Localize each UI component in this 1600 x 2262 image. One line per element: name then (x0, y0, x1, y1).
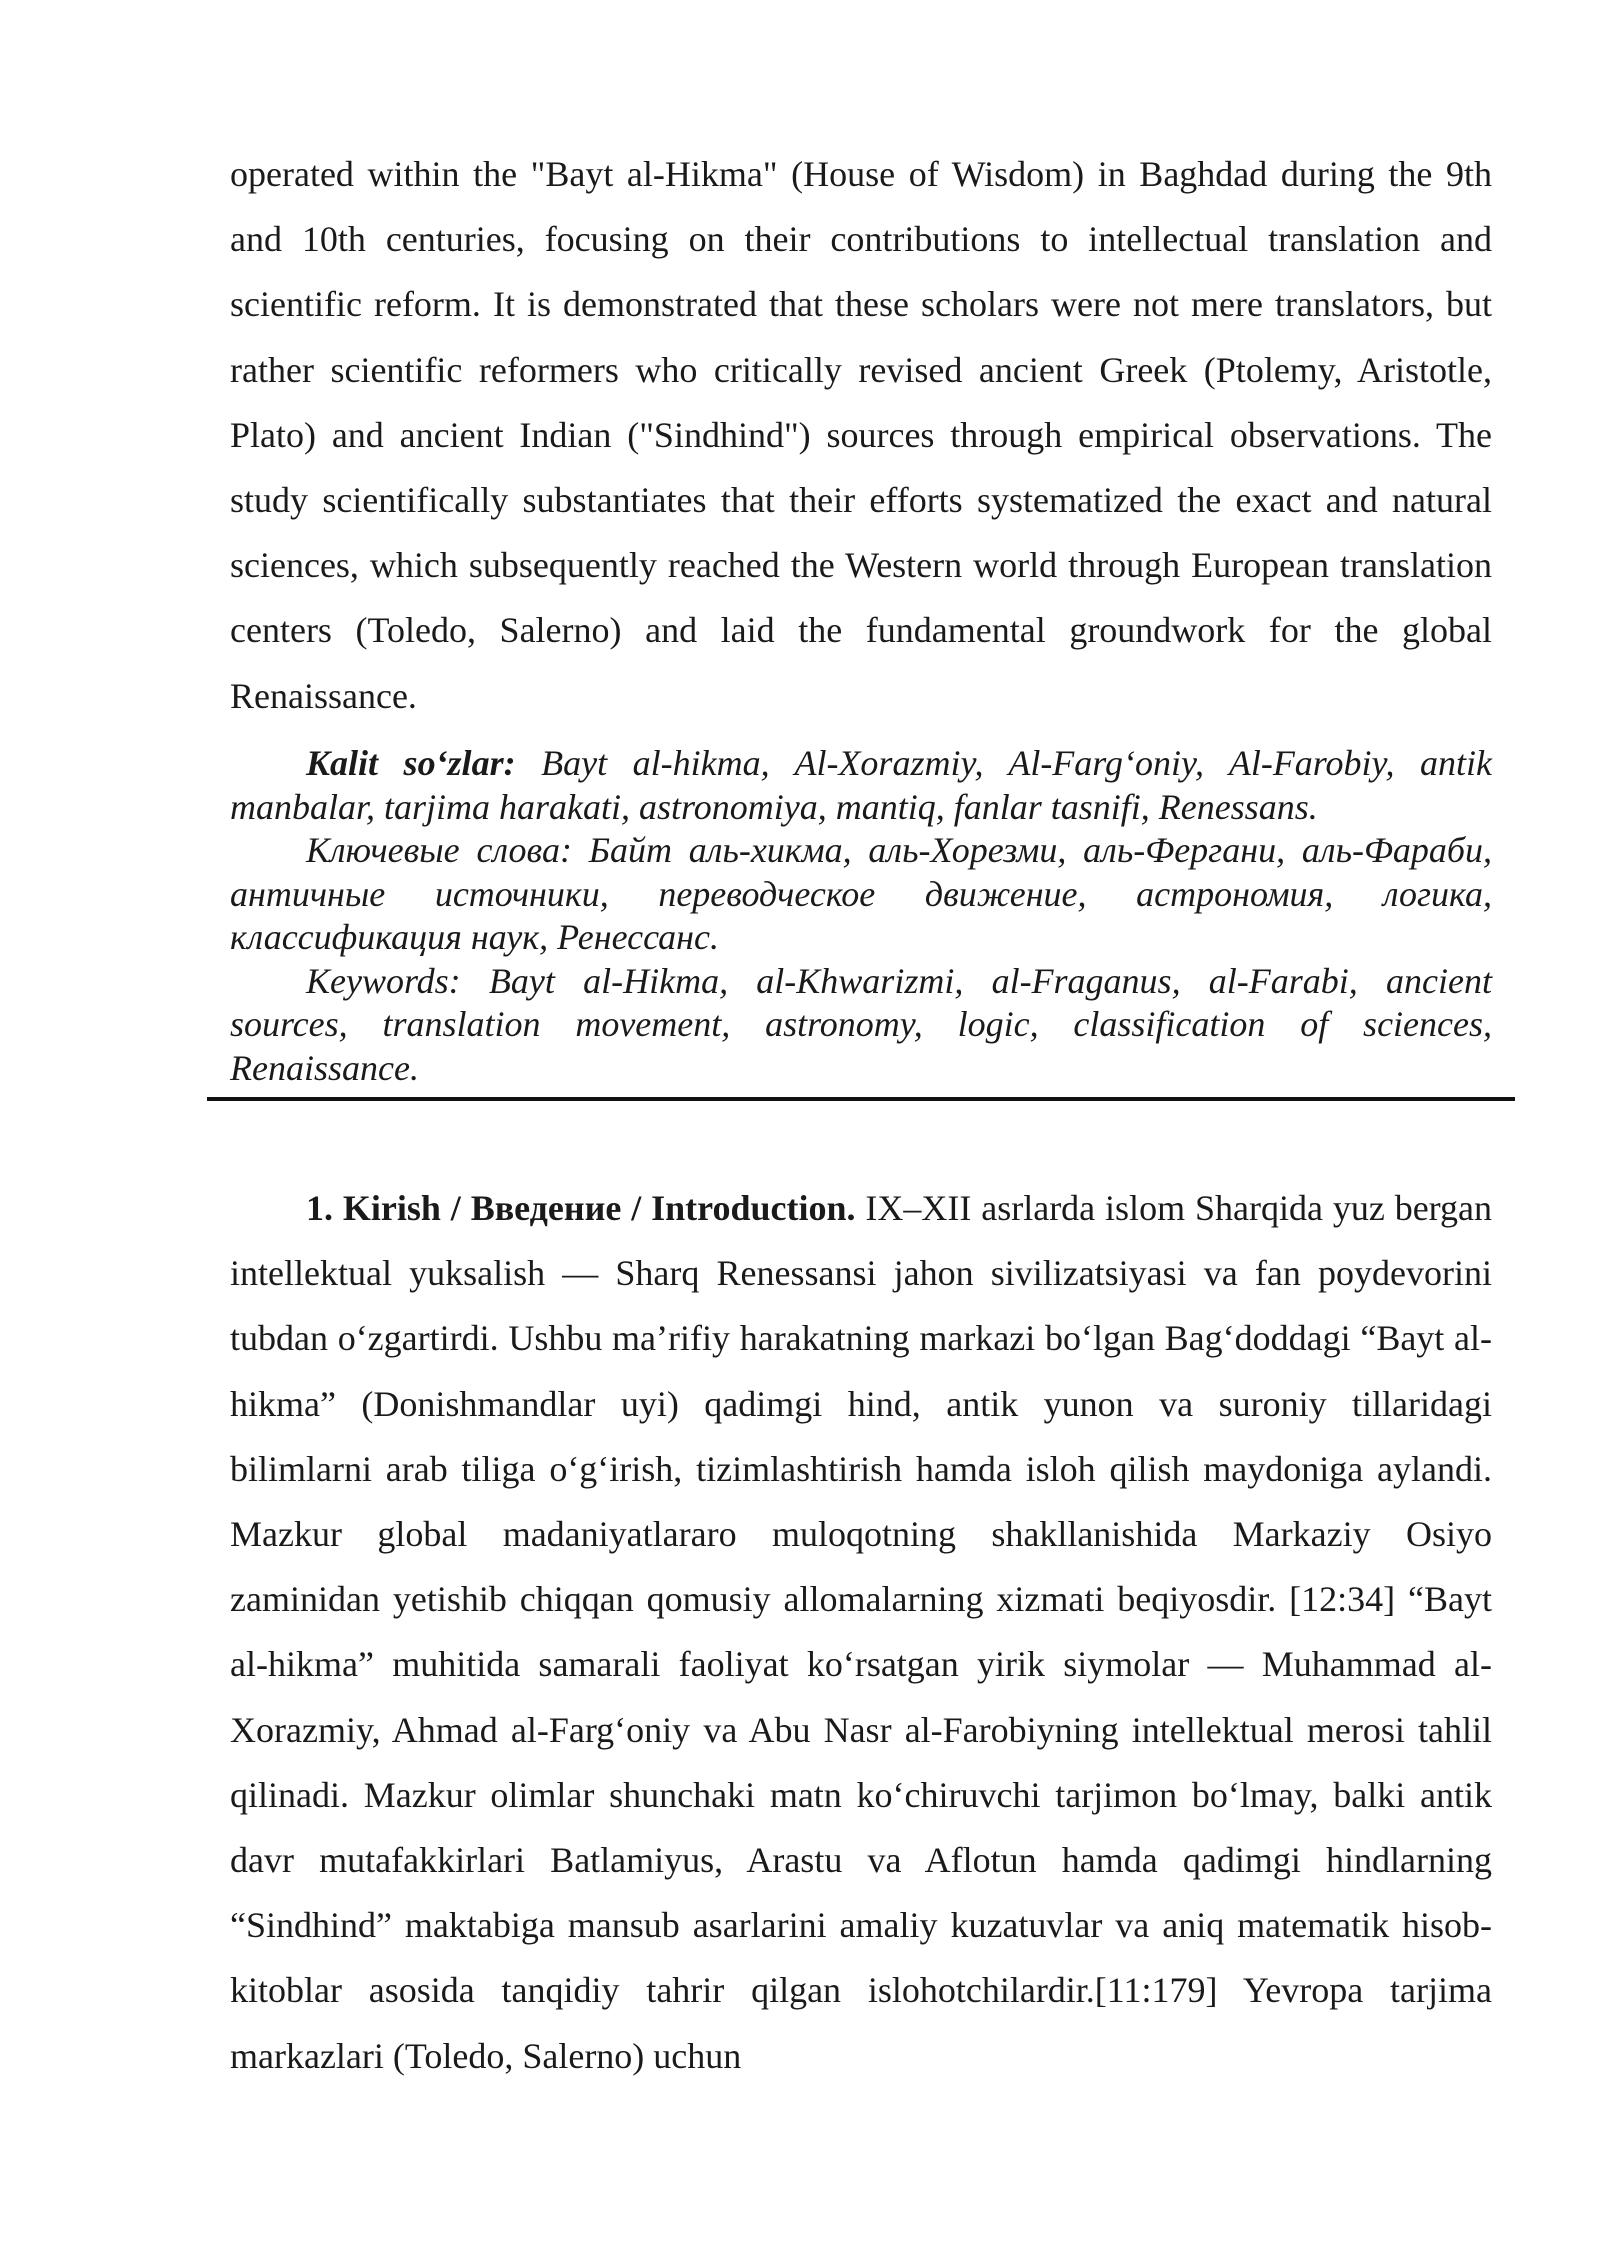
keywords-uzbek-text: Bayt al-hikma, Al-Xorazmiy, Al-Farg‘oniy, Al-Farobiy, antik manbalar, tarjima harakati, astronomiya, mantiq, fanlar tasnifi, Renessans. (230, 743, 1492, 827)
keywords-russian-label: Ключевые слова: (306, 830, 572, 870)
keywords-english (230, 960, 1492, 1091)
keywords-russian (230, 829, 1492, 960)
section-divider (207, 1097, 1515, 1101)
abstract-english-paragraph: operated within the "Bayt al-Hikma" (House of Wisdom) in Baghdad during the 9th and 10th centuries, focusing on their contributions to intellectual translation and scientific reform. It is demonstrated that these scholars were not mere translators, but rather scientific reformers who critically revised ancient Greek (Ptolemy, Aristotle, Plato) and ancient Indian ("Sindhind") sources through empirical observations. The study scientifically substantiates that their efforts systematized the exact and natural sciences, which subsequently reached the Western world through European translation centers (Toledo, Salerno) and laid the fundamental groundwork for the global Renaissance. (230, 154, 1492, 716)
keywords-english-label: Keywords: (306, 960, 461, 1001)
keywords-uzbek-label: Kalit so‘zlar: (306, 743, 516, 783)
keywords-english-text: Bayt al-Hikma, al-Khwarizmi, al-Fraganus, al-Farabi, ancient sources, translation movement, astronomy, logic, classification of sciences, Renaissance. (230, 960, 1492, 1088)
keywords-block (230, 742, 1492, 1090)
keywords-russian-text: Байт аль-хикма, аль-Хорезми, аль-Фергани, аль-Фараби, античные источники, переводческое движение, астрономия, логика, классификация наук, Ренессанс. (230, 830, 1492, 957)
keywords-uzbek (230, 742, 1492, 829)
introduction-text: IX–XII asrlarda islom Sharqida yuz bergan intellektual yuksalish — Sharq Renessansi jahon sivilizatsiyasi va fan poydevorini tubdan o‘zgartirdi. Ushbu ma’rifiy harakatning markazi bo‘lgan Bag‘doddagi “Bayt al-hikma” (Donishmandlar uyi) qadimgi hind, antik yunon va suroniy tillaridagi bilimlarni arab tiliga o‘g‘irish, tizimlashtirish hamda isloh qilish maydoniga aylandi. Mazkur global madaniyatlararo muloqotning shakllanishida Markaziy Osiyo zaminidan yetishib chiqqan qomusiy allomalarning xizmati beqiyosdir. [12:34] “Bayt al-hikma” muhitida samarali faoliyat ko‘rsatgan yirik siymolar — Muhammad al-Xorazmiy, Ahmad al-Farg‘oniy va Abu Nasr al-Farobiyning intellektual merosi tahlil qilinadi. Mazkur olimlar shunchaki matn ko‘chiruvchi tarjimon bo‘lmay, balki antik davr mutafakkirlari Batlamiyus, Arastu va Aflotun hamda qadimgi hindlarning “Sindhind” maktabiga mansub asarlarini amaliy kuzatuvlar va aniq matematik hisob-kitoblar asosida tanqidiy tahrir qilgan islohotchilardir.[11:179] Yevropa tarjima markazlari (Toledo, Salerno) uchun (230, 1188, 1492, 2076)
introduction-heading: 1. Kirish / Введение / Introduction. (306, 1188, 856, 1228)
introduction-paragraph (230, 1176, 1492, 2089)
